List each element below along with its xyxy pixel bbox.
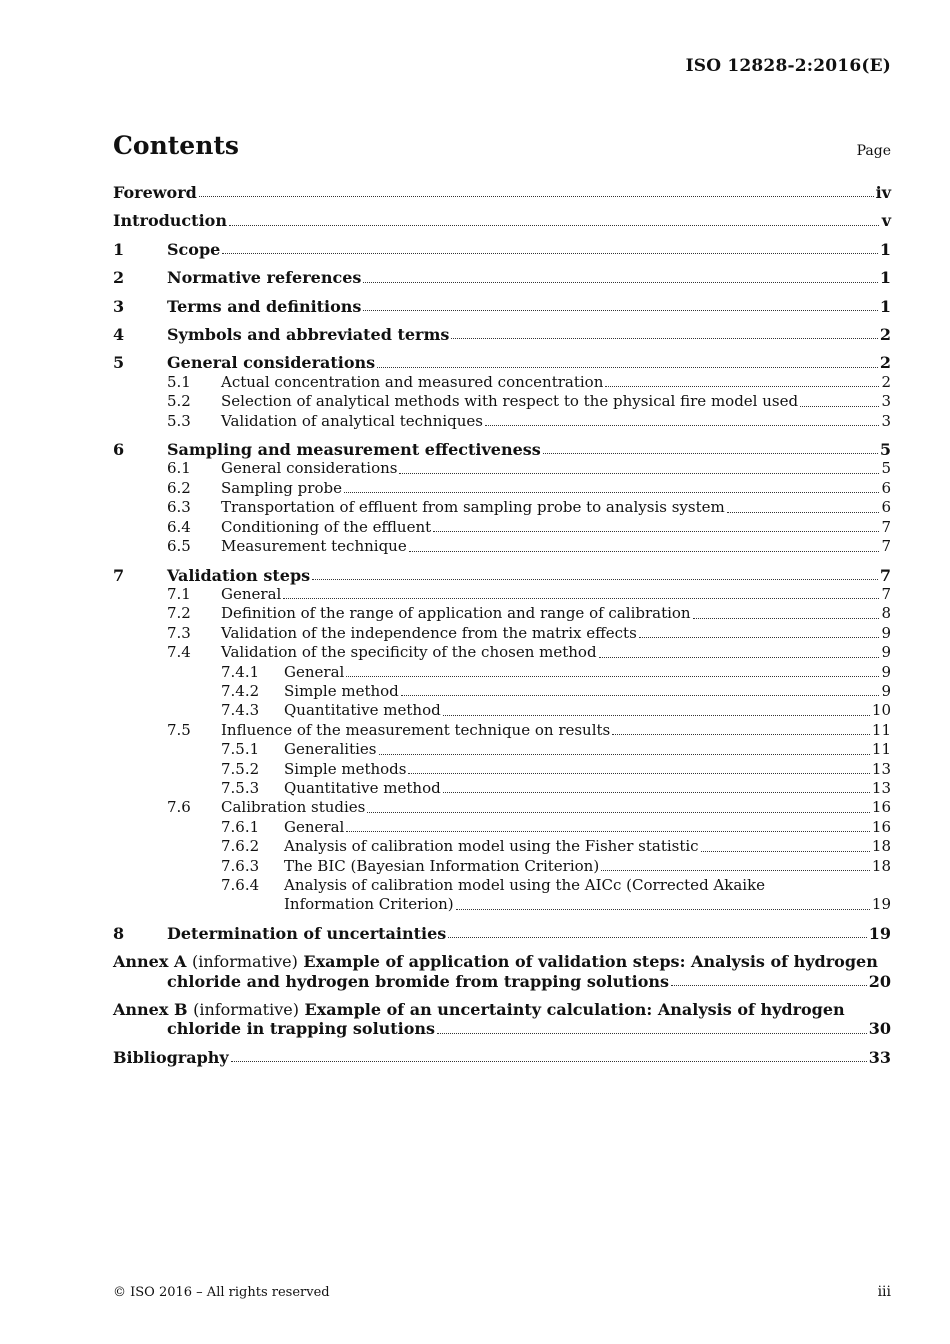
toc-entry-number: 7.6.4 [221,876,260,894]
toc-entry-page: 3 [881,392,891,411]
annex-label: Annex B [113,1000,188,1020]
toc-entry-page: 11 [871,720,891,739]
toc-entry[interactable] [113,373,891,392]
annex-type: (informative) [193,1000,299,1020]
toc-entry[interactable] [113,297,891,316]
toc-entry-number: 6.2 [167,478,191,497]
toc-entry-page: 8 [881,604,891,623]
leader-dots [612,734,870,735]
toc-entry-title: General [284,817,345,836]
leader-dots [408,773,869,774]
toc-entry-number: 5 [113,353,125,373]
leader-dots [312,579,878,580]
leader-dots [443,792,870,793]
leader-dots [601,870,870,871]
toc-entry-title-continued: Information Criterion) [284,895,454,914]
toc-entry-page: 20 [868,971,891,991]
leader-dots [344,492,879,493]
leader-dots [639,637,879,638]
toc-entry-number: 2 [113,268,125,288]
toc-entry-number: 6.3 [167,498,191,517]
toc-entry[interactable] [113,240,891,259]
leader-dots [363,282,877,283]
toc-entry-page: 7 [881,584,891,603]
toc-entry-page: 30 [868,1019,891,1039]
toc-entry-title: Validation of the specificity of the chosen method [221,643,597,662]
toc-entry-title: Quantitative method [284,778,441,797]
toc-entry[interactable] [113,663,891,682]
leader-dots [377,367,878,368]
page-number: iii [877,1284,891,1300]
toc-entry-page: 11 [871,740,891,759]
toc-entry-title: Analysis of calibration model using the Fisher statistic [284,837,699,856]
toc-entry-title: Normative references [167,268,362,288]
toc-entry-page: 1 [879,268,891,288]
toc-entry-title: General [284,662,345,681]
toc-entry[interactable] [113,392,891,411]
toc-entry-number: 7.4.2 [221,681,260,700]
toc-entry-title: General considerations [221,459,398,478]
toc-entry-page: 2 [879,353,891,373]
toc-entry-title: The BIC (Bayesian Information Criterion) [284,856,600,875]
leader-dots [283,598,879,599]
leader-dots [448,937,866,938]
toc-entry-title: Bibliography [113,1047,229,1067]
toc-entry-page: iv [875,183,891,202]
toc-entry[interactable] [113,818,891,837]
leader-dots [379,754,870,755]
toc-entry-page: 5 [879,440,891,460]
toc-entry-title: Conditioning of the effluent [221,517,432,536]
toc-entry-page: 18 [871,837,891,856]
leader-dots [401,695,879,696]
toc-entry-number: 5.1 [167,372,191,391]
copyright-notice: © ISO 2016 – All rights reserved [113,1285,330,1300]
toc-entry-page: 1 [879,296,891,316]
toc-entry-page: 7 [879,565,891,585]
toc-entry[interactable] [113,498,891,517]
toc-entry-page: 7 [881,517,891,536]
toc-entry-title: Terms and definitions [167,296,362,316]
toc-entry-number: 7 [113,565,125,585]
toc-entry-number: 6 [113,440,125,460]
toc-entry-page: 3 [881,411,891,430]
toc-entry-title: Sampling and measurement effectiveness [167,440,541,460]
toc-entry-title: Generalities [284,740,377,759]
toc-entry-number: 7.3 [167,623,191,642]
toc-entry-title: Simple method [284,681,399,700]
toc-entry[interactable] [113,643,891,662]
toc-entry-page: 2 [879,325,891,345]
leader-dots [433,531,879,532]
toc-entry-title: Calibration studies [221,798,366,817]
toc-entry-page: 33 [868,1047,891,1067]
toc-entry-page: 19 [868,923,891,943]
toc-entry-number: 7.6.3 [221,856,260,875]
toc-entry-number: 1 [113,239,125,259]
leader-dots [605,386,879,387]
annex-label: Annex A [113,952,187,972]
toc-entry-number: 7.5.2 [221,759,260,778]
leader-dots [363,310,877,311]
toc-entry-title: Validation steps [167,565,311,585]
annex-type: (informative) [191,952,298,972]
toc-entry[interactable] [113,701,891,720]
toc-entry-page: 5 [881,459,891,478]
toc-entry-title: Symbols and abbreviated terms [167,325,450,345]
toc-entry-annex-a[interactable] [113,952,891,991]
toc-entry-number: 7.5.3 [221,778,260,797]
toc-entry[interactable] [113,585,891,604]
leader-dots [800,406,879,407]
toc-entry-7-6-4[interactable] [113,876,891,915]
toc-entry-page: 6 [881,478,891,497]
toc-entry-page: 9 [881,681,891,700]
toc-entry[interactable] [113,857,891,876]
leader-dots [443,715,870,716]
toc-entry[interactable] [113,537,891,556]
leader-dots [222,253,878,254]
annex-title: Example of an uncertainty calculation: Analysis of hydrogen [304,1000,845,1020]
leader-dots [701,851,870,852]
toc-entry-page: 9 [881,643,891,662]
toc-entry[interactable] [113,325,891,344]
toc-entry-title: Influence of the measurement technique on results [221,720,611,739]
toc-entry-number: 7.4.3 [221,701,260,720]
leader-dots [199,196,874,197]
toc-entry[interactable] [113,682,891,701]
toc-entry-page: 18 [871,856,891,875]
leader-dots [599,657,879,658]
toc-entry-number: 5.2 [167,392,191,411]
toc-entry-page: v [881,211,891,231]
toc-entry-title: Analysis of calibration model using the AICc (Corrected Akaike [284,876,766,894]
toc-entry-8[interactable] [113,924,891,943]
leader-dots [727,512,879,513]
leader-dots [485,425,879,426]
toc-entry[interactable] [113,779,891,798]
toc-entry[interactable] [113,440,891,459]
toc-entry-title: Foreword [113,183,197,202]
toc-entry-title: Introduction [113,211,227,231]
toc-entry-title: Transportation of effluent from sampling probe to analysis system [221,498,725,517]
toc-entry-page: 19 [871,895,891,914]
toc-entry[interactable] [113,624,891,643]
leader-dots [367,812,870,813]
toc-entry[interactable] [113,721,891,740]
toc-entry-title: Determination of uncertainties [167,923,447,943]
toc-entry-number: 7.6 [167,798,191,817]
annex-title: Example of application of validation steps: Analysis of hydrogen [303,952,878,972]
toc-entry-title: Definition of the range of application and range of calibration [221,604,691,623]
toc-main-list [113,183,891,876]
toc-entry-number: 7.1 [167,584,191,603]
leader-dots [231,1061,867,1062]
toc-entry-number: 7.5.1 [221,740,260,759]
toc-entry-title: General considerations [167,353,376,373]
toc-entry-number: 7.5 [167,720,191,739]
leader-dots [456,909,870,910]
annex-title-continued: chloride and hydrogen bromide from trapping solutions [167,971,670,991]
toc-entry-title: Actual concentration and measured concentration [221,372,604,391]
toc-entry-title: Validation of analytical techniques [221,411,483,430]
toc-entry[interactable] [113,268,891,287]
table-of-contents [113,183,891,1067]
toc-entry-number: 4 [113,325,125,345]
toc-entry-page: 16 [871,817,891,836]
leader-dots [229,225,879,226]
toc-entry[interactable] [113,798,891,817]
toc-entry-number: 7.4 [167,643,191,662]
toc-entry-title: Validation of the independence from the matrix effects [221,623,637,642]
toc-entry[interactable] [113,518,891,537]
toc-entry-annex-b[interactable] [113,1000,891,1039]
toc-entry-title: General [221,584,282,603]
toc-entry[interactable] [113,479,891,498]
toc-entry-title: Quantitative method [284,701,441,720]
toc-entry-page: 9 [881,662,891,681]
toc-entry[interactable] [113,459,891,478]
toc-entry-number: 7.6.1 [221,817,260,836]
toc-entry-number: 6.1 [167,459,191,478]
toc-entry-title: Sampling probe [221,478,342,497]
leader-dots [671,985,867,986]
document-id: ISO 12828-2:2016(E) [685,56,891,76]
toc-entry-page: 9 [881,623,891,642]
toc-entry-title: Scope [167,239,221,259]
toc-entry[interactable] [113,353,891,372]
toc-entry-page: 13 [871,759,891,778]
toc-entry-title: Measurement technique [221,537,407,556]
toc-entry-title: Selection of analytical methods with respect to the physical fire model used [221,392,799,411]
toc-entry-bibliography[interactable] [113,1048,891,1067]
annex-title-continued: chloride in trapping solutions [167,1019,436,1039]
toc-entry-page: 2 [881,372,891,391]
toc-entry[interactable] [113,740,891,759]
toc-entry-number: 7.2 [167,604,191,623]
toc-entry-page: 10 [871,701,891,720]
toc-entry-page: 16 [871,798,891,817]
leader-dots [346,676,879,677]
toc-entry-number: 7.6.2 [221,837,260,856]
toc-entry-number: 7.4.1 [221,662,260,681]
toc-entry[interactable] [113,211,891,230]
toc-entry[interactable] [113,183,891,202]
toc-entry[interactable] [113,566,891,585]
toc-entry[interactable] [113,837,891,856]
page-column-label: Page [856,143,891,159]
toc-entry-number: 8 [113,923,125,943]
toc-entry-number: 6.5 [167,537,191,556]
toc-entry-page: 1 [879,239,891,259]
leader-dots [693,618,879,619]
toc-entry[interactable] [113,760,891,779]
toc-entry-page: 6 [881,498,891,517]
leader-dots [543,453,878,454]
toc-entry[interactable] [113,604,891,623]
toc-entry-page: 7 [881,537,891,556]
toc-entry-page: 13 [871,778,891,797]
toc-entry-title: Simple methods [284,759,407,778]
leader-dots [346,831,870,832]
toc-entry-number: 3 [113,296,125,316]
toc-entry[interactable] [113,412,891,431]
page-title: Contents [113,131,240,160]
leader-dots [409,551,879,552]
leader-dots [437,1033,867,1034]
toc-entry-number: 6.4 [167,517,191,536]
toc-entry-number: 5.3 [167,411,191,430]
leader-dots [451,338,877,339]
leader-dots [399,473,879,474]
